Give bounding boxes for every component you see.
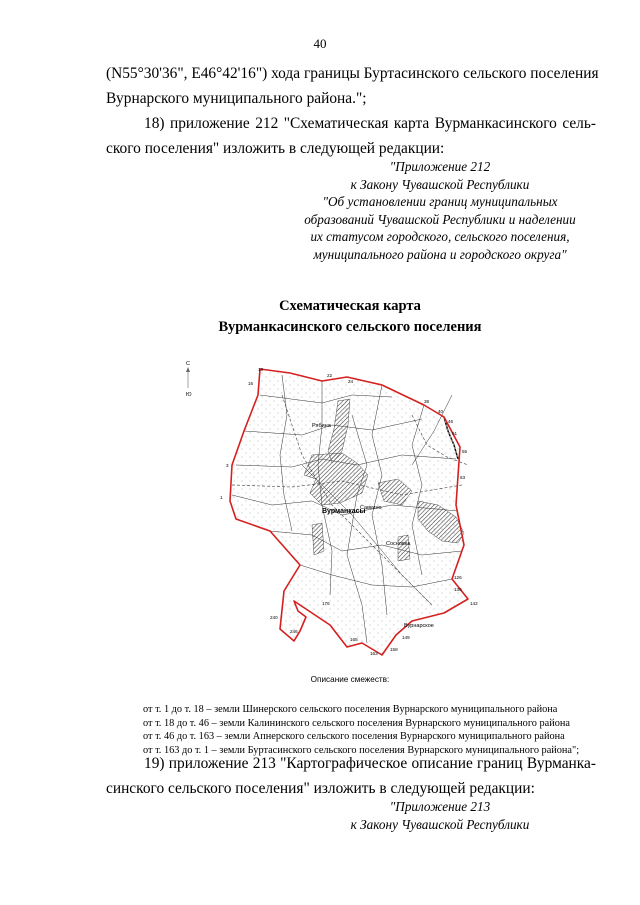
point-label: 163 bbox=[370, 651, 378, 656]
item-18-line-1: 18) приложение 212 "Схематическая карта Вурманкасинского сель- bbox=[144, 115, 596, 132]
point-label: 240 bbox=[270, 615, 278, 620]
point-label: 158 bbox=[390, 647, 398, 652]
label-vurmankasy: Вурманкасы bbox=[322, 508, 366, 515]
map-title bbox=[0, 296, 640, 338]
intro-line-2: Вурнарского муниципального района."; bbox=[106, 90, 367, 107]
adjacency-list bbox=[143, 703, 579, 757]
point-label: 18 bbox=[258, 367, 264, 372]
point-label: 51 bbox=[452, 431, 458, 436]
point-label: 46 bbox=[448, 419, 454, 424]
north-arrow-icon bbox=[186, 361, 192, 398]
point-label: 3 bbox=[226, 463, 229, 468]
point-label: 40 bbox=[438, 409, 444, 414]
appendix-212-line-1: "Приложение 212 bbox=[389, 159, 491, 174]
map-title-line-2: Вурманкасинского сельского поселения bbox=[218, 319, 482, 335]
page-number: 40 bbox=[313, 36, 327, 51]
label-sosnovka: Сосновка bbox=[386, 541, 411, 547]
map-title-line-1: Схематическая карта bbox=[279, 298, 421, 314]
item-18-line-2: ского поселения" изложить в следующей редакции: bbox=[106, 140, 445, 157]
point-label: 16 bbox=[248, 381, 254, 386]
appendix-212-line-4: образований Чувашской Республики и наделении bbox=[304, 211, 576, 227]
label-ryabina: Рябина bbox=[312, 423, 331, 429]
point-label: 126 bbox=[454, 575, 462, 580]
intro-paragraph bbox=[106, 61, 599, 111]
point-label: 24 bbox=[348, 379, 354, 384]
point-label: 149 bbox=[402, 635, 410, 640]
point-label: 1 bbox=[220, 495, 223, 500]
appendix-213-line-1: "Приложение 213 bbox=[389, 799, 491, 814]
appendix-212-header bbox=[290, 158, 590, 263]
adjacency-item: от т. 18 до т. 46 – земли Калининского сельского поселения Вурнарского муниципального района bbox=[143, 717, 570, 729]
adjacency-heading: Описание смежеств: bbox=[310, 675, 390, 684]
adjacency-item: от т. 1 до т. 18 – земли Шинерского сельского поселения Вурнарского муниципального района bbox=[143, 704, 558, 715]
south-marker: Ю bbox=[186, 392, 192, 398]
appendix-212-line-5: их статусом городского, сельского поселения, bbox=[310, 229, 570, 244]
item-19-line-1: 19) приложение 213 "Картографическое описание границ Вурманка- bbox=[144, 755, 596, 772]
appendix-212-line-6: муниципального района и городского округа" bbox=[313, 246, 567, 262]
label-savkino: Савкино bbox=[360, 505, 382, 511]
adjacency-item: от т. 46 до т. 163 – земли Апнерского сельского поселения Вурнарского муниципального района bbox=[143, 731, 565, 742]
label-vurnary-outskirts: Вурнарское bbox=[404, 623, 434, 629]
point-label: 246 bbox=[290, 629, 298, 634]
point-label: 55 bbox=[462, 449, 468, 454]
item-18-paragraph bbox=[106, 111, 596, 161]
adjacency-item: от т. 163 до т. 1 – земли Буртасинского сельского поселения Вурнарского муниципального района"; bbox=[143, 744, 580, 756]
schematic-map bbox=[172, 355, 502, 675]
appendix-212-line-3: "Об установлении границ муниципальных bbox=[322, 194, 558, 209]
item-19-line-2: синского сельского поселения" изложить в следующей редакции: bbox=[106, 780, 535, 797]
appendix-213-line-2: к Закону Чувашской Республики bbox=[350, 816, 530, 832]
point-label: 63 bbox=[460, 475, 466, 480]
north-marker: С bbox=[186, 361, 190, 367]
point-label: 176 bbox=[322, 601, 330, 606]
point-label: 38 bbox=[424, 399, 430, 404]
item-19-paragraph bbox=[106, 751, 596, 801]
point-label: 139 bbox=[454, 587, 462, 592]
intro-line-1: (N55°30'36", E46°42'16") хода границы Буртасинского сельского поселения bbox=[106, 65, 599, 82]
schematic-map-svg bbox=[172, 355, 502, 675]
point-label: 165 bbox=[350, 637, 358, 642]
appendix-213-header bbox=[290, 798, 590, 833]
point-label: 142 bbox=[470, 601, 478, 606]
point-label: 22 bbox=[327, 373, 333, 378]
appendix-212-line-2: к Закону Чувашской Республики bbox=[350, 176, 530, 192]
